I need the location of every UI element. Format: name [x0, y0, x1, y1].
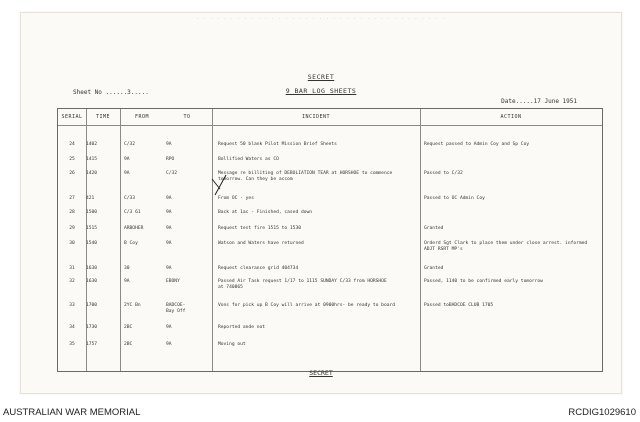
sheet-number: Sheet No ......3.....	[73, 89, 149, 96]
log-cell-serial: 32	[69, 279, 75, 284]
log-cell-time: 1420	[86, 171, 98, 176]
log-cell-from: 9A	[124, 279, 130, 284]
log-cell-serial: 25	[69, 157, 75, 162]
archive-name: AUSTRALIAN WAR MEMORIAL	[3, 407, 141, 418]
log-row	[58, 196, 602, 210]
log-cell-time: 1415	[86, 157, 98, 162]
log-row	[58, 142, 602, 156]
log-cell-from: 30	[124, 266, 130, 271]
log-row	[58, 241, 602, 255]
log-cell-serial: 30	[69, 241, 75, 246]
log-cell-to: 9A	[166, 325, 172, 330]
log-row	[58, 157, 602, 171]
log-cell-time: 1540	[86, 241, 98, 246]
log-cell-incident: Reported ande not	[218, 325, 266, 330]
log-cell-to: 9A	[166, 210, 172, 215]
log-cell-serial: 29	[69, 226, 75, 231]
log-cell-time: 421	[86, 196, 95, 201]
log-cell-to: EBONY	[166, 279, 180, 284]
log-cell-to: 9A	[166, 142, 172, 147]
log-cell-action: Granted	[424, 226, 444, 231]
header-serial: SERIAL	[61, 114, 83, 120]
punch-marks: · · · · · · · · · · · · · · · · · · · · · · · · · · · · · · · · · · · · ·	[196, 16, 446, 21]
log-cell-from: 2BC	[124, 342, 133, 347]
header-to: TO	[183, 114, 191, 120]
log-cell-from: 9A	[124, 171, 130, 176]
log-cell-incident: Message re billiting of DEBOLIATION TEAR at HORSHOE to commence tomorrow. Can they be accom	[218, 171, 393, 182]
log-cell-time: 1630	[86, 266, 98, 271]
log-cell-incident: Passed Air Task request 1/17 to 1115 SUNDAY C/33 from HORSHOE at 740865	[218, 279, 387, 290]
log-cell-to: 9A	[166, 241, 172, 246]
log-date: Date.....17 June 1951	[501, 98, 577, 105]
header-time: TIME	[95, 114, 111, 120]
document-sheet	[20, 12, 622, 394]
log-row	[58, 342, 602, 356]
log-row	[58, 226, 602, 240]
log-cell-to: C/32	[166, 171, 178, 176]
log-cell-serial: 27	[69, 196, 75, 201]
log-cell-action: Passed, 1140 to be confirmed early tomorrow	[424, 279, 543, 284]
log-cell-time: 1700	[86, 303, 98, 308]
log-cell-incident: Request clearance grid 404734	[218, 266, 299, 271]
classification-header: SECRET	[307, 73, 335, 81]
log-cell-incident: Back at 1ac - Finished, cased down	[218, 210, 313, 215]
log-cell-serial: 24	[69, 142, 75, 147]
log-cell-incident: Watson and Waters have returned	[218, 241, 304, 246]
log-cell-serial: 34	[69, 325, 75, 330]
log-row	[58, 210, 602, 224]
log-cell-incident: Bollified Waters as CO	[218, 157, 279, 162]
log-cell-from: 9A	[124, 157, 130, 162]
log-cell-incident: Moving out	[218, 342, 246, 347]
log-cell-time: 1500	[86, 210, 98, 215]
log-cell-serial: 28	[69, 210, 75, 215]
log-cell-time: 1402	[86, 142, 98, 147]
header-divider	[58, 125, 602, 126]
log-cell-from: 2BC	[124, 325, 133, 330]
log-cell-action: Orderd Sgt Clark to place them under close arrest. informed ADJT RSRT MP's	[424, 241, 588, 252]
header-action: ACTION	[500, 114, 522, 120]
header-from: FROM	[134, 114, 150, 120]
log-cell-to: BADCOE- Bay Off	[166, 303, 186, 314]
classification-footer: SECRET	[309, 369, 333, 377]
log-cell-from: 2YC Bn	[124, 303, 141, 308]
log-row	[58, 171, 602, 185]
log-cell-to: 9A	[166, 266, 172, 271]
log-cell-incident: From OC - yes	[218, 196, 254, 201]
log-cell-time: 1630	[86, 279, 98, 284]
log-cell-action: Passed toBADCOE CLUB 1705	[424, 303, 494, 308]
log-cell-from: C/33	[124, 196, 136, 201]
log-table	[57, 108, 603, 372]
log-cell-incident: Request test fire 1515 to 1530	[218, 226, 301, 231]
log-cell-incident: Vons for pick up B Coy will arrive at 0900hrs- be ready to board	[218, 303, 396, 308]
log-cell-action: Granted	[424, 266, 444, 271]
log-cell-serial: 35	[69, 342, 75, 347]
log-cell-to: 9A	[166, 342, 172, 347]
handwritten-tick-mark	[210, 173, 230, 197]
log-title: 9 BAR LOG SHEETS	[285, 87, 357, 95]
archive-reference: RCDIG1029610	[568, 407, 636, 418]
log-cell-incident: Request 50 blank Pilot Mission Brief Sheets	[218, 142, 337, 147]
log-row	[58, 325, 602, 339]
log-row	[58, 303, 602, 317]
log-cell-serial: 26	[69, 171, 75, 176]
log-cell-to: RPO	[166, 157, 175, 162]
archive-footer	[0, 405, 640, 422]
log-cell-time: 1730	[86, 325, 98, 330]
log-cell-time: 1515	[86, 226, 98, 231]
log-cell-from: B Coy	[124, 241, 138, 246]
log-cell-to: 9A	[166, 196, 172, 201]
log-cell-action: Passed to OC Admin Coy	[424, 196, 485, 201]
log-cell-from: ARBOHER	[124, 226, 144, 231]
log-row	[58, 279, 602, 293]
log-cell-time: 1757	[86, 342, 98, 347]
log-cell-action: Passed to C/32	[424, 171, 463, 176]
log-row	[58, 266, 602, 280]
log-cell-serial: 33	[69, 303, 75, 308]
header-incident: INCIDENT	[301, 114, 331, 120]
log-cell-from: C/3 61	[124, 210, 141, 215]
log-cell-to: 9A	[166, 226, 172, 231]
log-cell-action: Request passed to Admin Coy and Sp Coy	[424, 142, 530, 147]
log-cell-from: C/32	[124, 142, 136, 147]
log-cell-serial: 31	[69, 266, 75, 271]
